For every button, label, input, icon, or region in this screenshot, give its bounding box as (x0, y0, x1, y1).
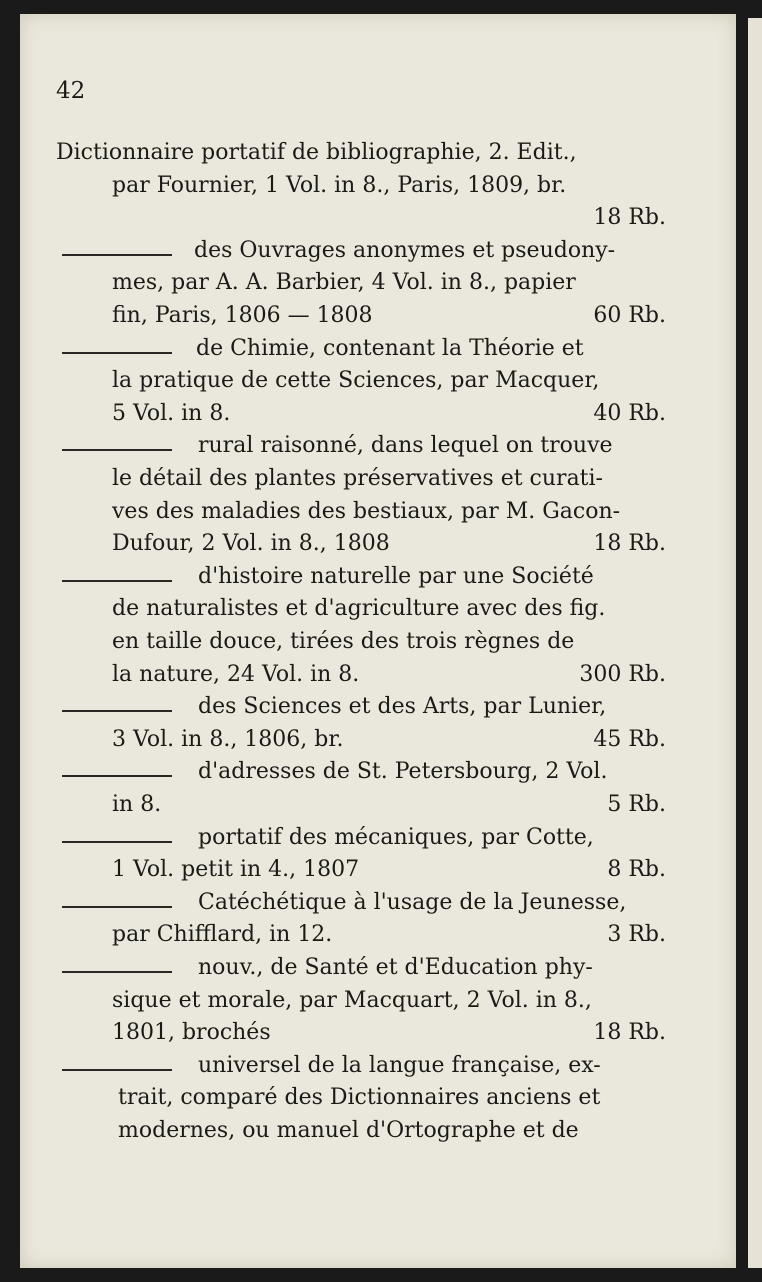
entry-line (0, 727, 762, 759)
entry-text: par Fournier, 1 Vol. in 8., Paris, 1809, br. (112, 172, 567, 198)
entry-line (0, 564, 762, 596)
ditto-dash (62, 841, 172, 843)
ditto-dash (62, 906, 172, 908)
entry-line (0, 596, 762, 628)
entry-line (0, 629, 762, 661)
entry-line (0, 662, 762, 694)
entry-text: par Chifflard, in 12. (112, 922, 333, 948)
entry-text: fin, Paris, 1806 — 1808 (112, 303, 373, 328)
entry-text: des Ouvrages anonymes et pseudony- (194, 237, 616, 263)
entry-text: nouv., de Santé et d'Education phy- (198, 955, 593, 980)
entry-line (0, 694, 762, 726)
entry-text: modernes, ou manuel d'Ortographe et de (118, 1118, 579, 1143)
entry-line (0, 303, 762, 335)
entry-line (0, 890, 762, 922)
entry-text: sique et morale, par Macquart, 2 Vol. in 8., (112, 987, 592, 1013)
entry-text: 5 Vol. in 8. (112, 400, 231, 426)
entry-line (0, 1118, 762, 1150)
entry-line (0, 988, 762, 1020)
entry-text: trait, comparé des Dictionnaires anciens et (118, 1085, 601, 1111)
entry-price: 3 Rb. (607, 922, 666, 948)
entry-line (0, 922, 762, 954)
entry-line (0, 238, 762, 270)
entry-line (0, 1085, 762, 1117)
entry-text: mes, par A. A. Barbier, 4 Vol. in 8., papier (112, 270, 576, 296)
entry-text: Dufour, 2 Vol. in 8., 1808 (112, 531, 390, 557)
entry-text: Dictionnaire portatif de bibliographie, 2. Edit., (56, 140, 577, 165)
entry-price: 18 Rb. (593, 531, 666, 557)
entry-price: 18 Rb. (593, 205, 666, 231)
ditto-dash (62, 971, 172, 973)
ditto-dash (62, 449, 172, 451)
entry-text: portatif des mécaniques, par Cotte, (198, 824, 594, 850)
ditto-dash (62, 710, 172, 712)
ditto-dash (62, 352, 172, 354)
entry-price: 300 Rb. (579, 661, 666, 687)
entry-line (0, 825, 762, 857)
entry-text: 3 Vol. in 8., 1806, br. (112, 726, 344, 752)
entry-line (0, 1020, 762, 1052)
entry-line (0, 140, 762, 172)
entry-text: la nature, 24 Vol. in 8. (112, 661, 360, 687)
entry-line (0, 336, 762, 368)
entry-text: Catéchétique à l'usage de la Jeunesse, (198, 889, 627, 915)
entry-text: ves des maladies des bestiaux, par M. Gacon- (112, 498, 621, 524)
entry-text: rural raisonné, dans lequel on trouve (198, 433, 613, 459)
entry-price: 60 Rb. (593, 303, 666, 328)
entry-text: la pratique de cette Sciences, par Macquer, (112, 368, 600, 394)
entry-text: de naturalistes et d'agriculture avec des fig. (112, 596, 606, 622)
entry-price: 40 Rb. (593, 400, 666, 426)
entry-line (0, 466, 762, 498)
entry-price: 8 Rb. (607, 857, 666, 883)
entry-line (0, 955, 762, 987)
ditto-dash (62, 580, 172, 582)
entry-price: 18 Rb. (593, 1020, 666, 1046)
entry-text: in 8. (112, 792, 162, 817)
entry-line (0, 368, 762, 400)
ditto-dash (62, 254, 172, 256)
ditto-dash (62, 775, 172, 777)
entry-line (0, 531, 762, 563)
entry-text: 1 Vol. petit in 4., 1807 (112, 857, 360, 883)
entry-line (0, 857, 762, 889)
entry-line (0, 270, 762, 302)
ditto-dash (62, 1069, 172, 1071)
entry-line (0, 759, 762, 791)
entry-text: universel de la langue française, ex- (198, 1052, 601, 1078)
entry-price: 5 Rb. (607, 792, 666, 817)
entry-line (0, 792, 762, 824)
entry-text: d'adresses de St. Petersbourg, 2 Vol. (198, 759, 608, 785)
entry-line (0, 1053, 762, 1085)
entry-text: le détail des plantes préservatives et curati- (112, 466, 603, 491)
entry-text: d'histoire naturelle par une Société (198, 563, 594, 589)
entry-text: en taille douce, tirées des trois règnes de (112, 629, 575, 654)
entry-line (0, 401, 762, 433)
entry-line (0, 433, 762, 465)
page-number: 42 (56, 78, 86, 104)
entry-line (0, 173, 762, 205)
entry-line (0, 205, 762, 237)
entry-line (0, 499, 762, 531)
entry-text: des Sciences et des Arts, par Lunier, (198, 694, 607, 720)
entry-text: 1801, brochés (112, 1020, 271, 1046)
entry-text: de Chimie, contenant la Théorie et (196, 335, 584, 361)
entry-price: 45 Rb. (593, 726, 666, 752)
